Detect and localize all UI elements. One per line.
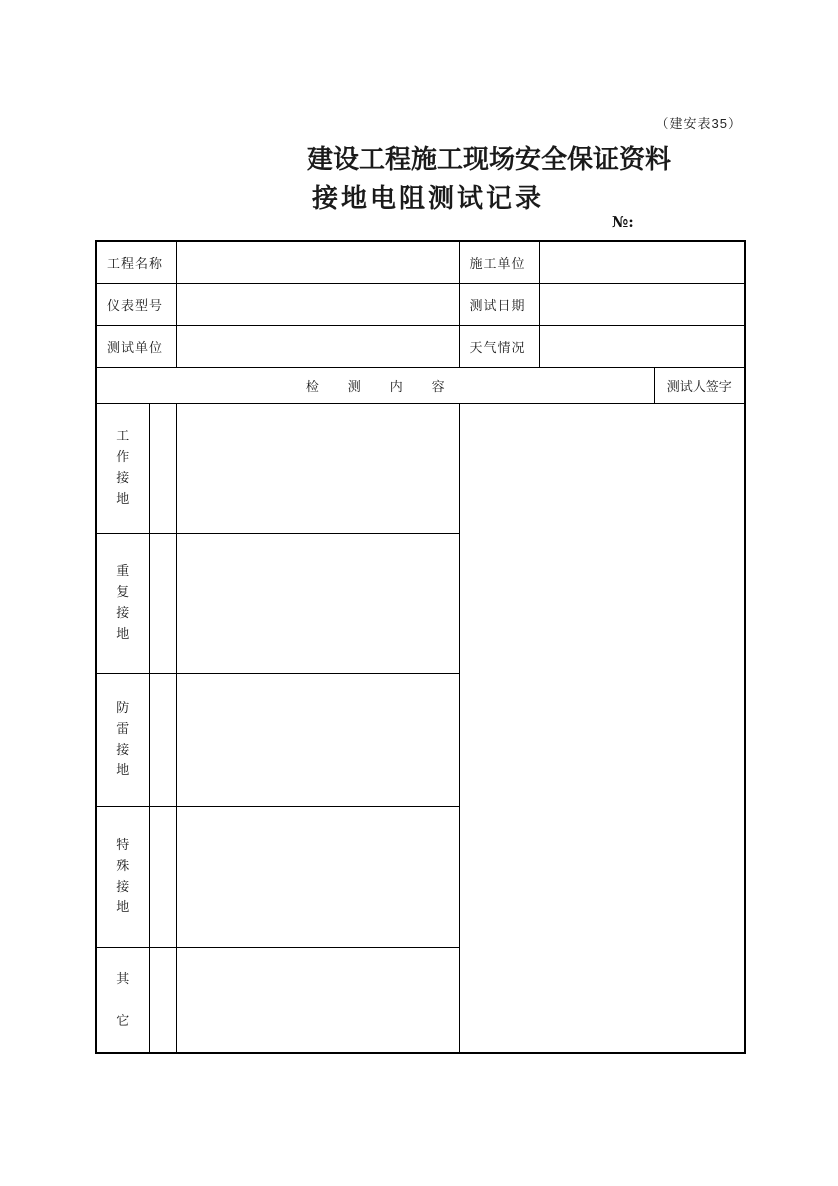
construction-unit-field[interactable] <box>539 241 745 283</box>
other-signature-cell[interactable] <box>176 947 459 1053</box>
construction-unit-label: 施工单位 <box>459 241 539 283</box>
category-cell <box>96 533 149 673</box>
category-cell <box>96 403 149 533</box>
other-content-cell[interactable] <box>149 947 176 1053</box>
repeated-grounding-content-cell[interactable] <box>149 533 176 673</box>
inspection-content-header: 检 测 内 容 <box>96 367 654 403</box>
weather-label: 天气情况 <box>459 325 539 367</box>
detail-header-row <box>96 367 745 403</box>
info-row-instrument <box>96 283 745 325</box>
weather-field[interactable] <box>539 325 745 367</box>
instrument-model-field[interactable] <box>176 283 459 325</box>
special-grounding-label: 特殊接地 <box>116 836 130 915</box>
table-row-working-grounding <box>96 403 745 533</box>
table-row-repeated-grounding <box>96 533 745 673</box>
project-name-field[interactable] <box>176 241 459 283</box>
lightning-grounding-label: 防雷接地 <box>116 699 130 778</box>
working-grounding-content-cell[interactable] <box>149 403 176 533</box>
grounding-resistance-test-table <box>95 240 746 1054</box>
test-date-label: 测试日期 <box>459 283 539 325</box>
table-row-special-grounding <box>96 806 745 947</box>
table-row-other <box>96 947 745 1053</box>
tester-signature-header: 测试人签字 <box>654 367 745 403</box>
special-grounding-content-cell[interactable] <box>149 806 176 947</box>
instrument-model-label: 仪表型号 <box>96 283 176 325</box>
lightning-grounding-signature-cell[interactable] <box>176 673 459 806</box>
working-grounding-label: 工作接地 <box>116 428 130 506</box>
category-cell <box>96 673 149 806</box>
lightning-grounding-content-cell[interactable] <box>149 673 176 806</box>
category-cell <box>96 806 149 947</box>
working-grounding-signature-cell[interactable] <box>176 403 459 533</box>
project-name-label: 工程名称 <box>96 241 176 283</box>
repeated-grounding-signature-cell[interactable] <box>176 533 459 673</box>
form-code-label: （建安表35） <box>655 116 742 131</box>
special-grounding-signature-cell[interactable] <box>176 806 459 947</box>
document-title: 建设工程施工现场安全保证资料 <box>307 144 672 174</box>
info-row-project <box>96 241 745 283</box>
test-date-field[interactable] <box>539 283 745 325</box>
document-subtitle: 接地电阻测试记录 <box>312 183 545 213</box>
info-row-test-unit <box>96 325 745 367</box>
table-row-lightning-grounding <box>96 673 745 806</box>
test-unit-field[interactable] <box>176 325 459 367</box>
test-unit-label: 测试单位 <box>96 325 176 367</box>
other-label: 其它 <box>116 971 130 1028</box>
category-cell <box>96 947 149 1053</box>
repeated-grounding-label: 重复接地 <box>116 563 130 641</box>
serial-number-label: №: <box>612 213 634 231</box>
